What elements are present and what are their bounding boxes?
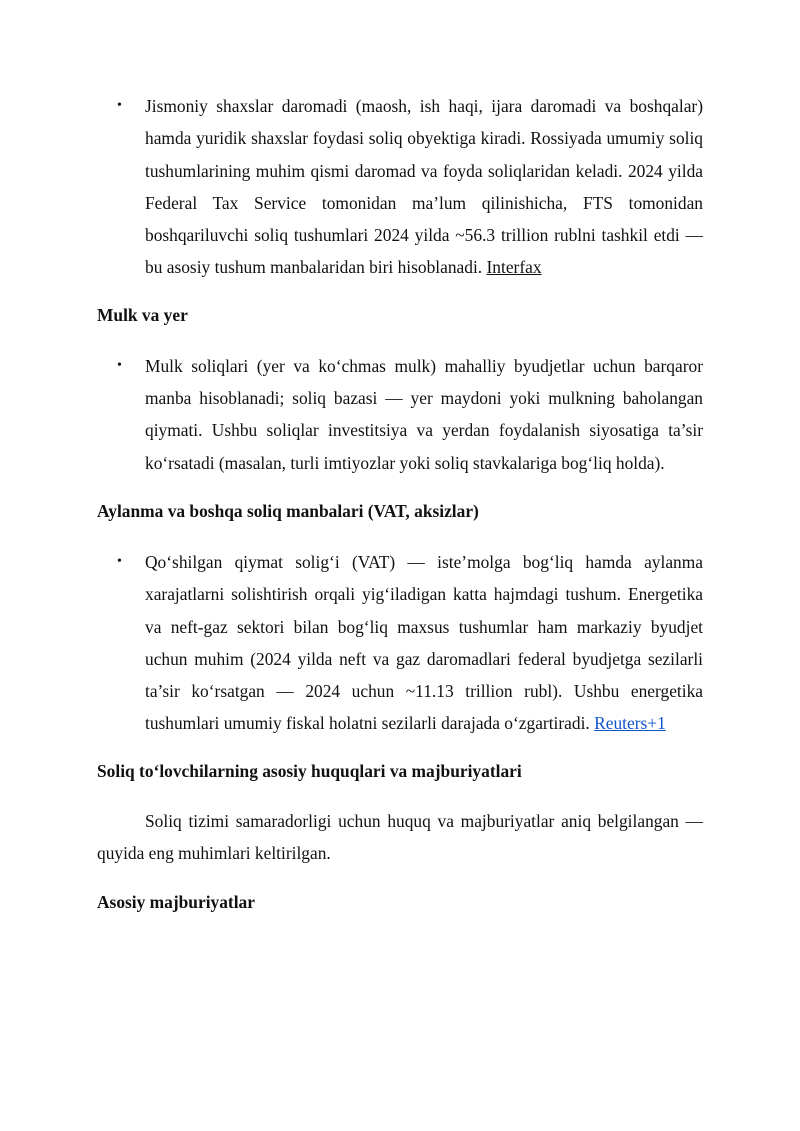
heading-property-land: Mulk va yer <box>97 304 188 325</box>
bullet-vat <box>97 546 703 740</box>
heading-main-obligations: Asosiy majburiyatlar <box>97 892 255 913</box>
bullet-marker: • <box>117 553 122 569</box>
bullet-property-tax <box>97 350 703 479</box>
intro-paragraph: Soliq tizimi samaradorligi uchun huquq va majburiyatlar aniq belgilangan — quyida eng muhimlari keltirilgan. <box>97 810 703 864</box>
bullet-marker: • <box>117 357 122 373</box>
reuters-link[interactable]: Reuters+1 <box>594 713 666 734</box>
bullet-text: Jismoniy shaxslar daromadi (maosh, ish haqi, ijara daromadi va boshqalar) hamda yuridik shaxslar foydasi soliq obyektiga kiradi. Rossiyada umumiy soliq tushumlarining muhim qismi daromad va foyda soliqlaridan keladi. 2024 yilda Federal Tax Service tomonidan ma’lum qilinishicha, FTS tomonidan boshqariluvchi soliq tushumlari 2024 yilda ~56.3 trillion rublni tashkil etdi — bu asosiy tushum manbalaridan biri hisoblanadi. Interfax <box>145 96 703 278</box>
bullet-marker: • <box>117 98 122 113</box>
heading-turnover-vat: Aylanma va boshqa soliq manbalari (VAT, aksizlar) <box>97 500 479 521</box>
interfax-link[interactable]: Interfax <box>486 257 542 278</box>
bullet-text: Mulk soliqlari (yer va ko‘chmas mulk) mahalliy byudjetlar uchun barqaror manba hisoblanadi; soliq bazasi — yer maydoni yoki mulkning baholangan qiymati. Ushbu soliqlar investitsiya va yerdan foydalanish siyosatiga ta’sir ko‘rsatadi (masalan, turli imtiyozlar yoki soliq stavkalariga bog‘liq holda). <box>145 355 703 473</box>
bullet-text: Qo‘shilgan qiymat solig‘i (VAT) — iste’molga bog‘liq hamda aylanma xarajatlarni solishtirish orqali yig‘iladigan katta hajmdagi tushum. Energetika va neft-gaz sektori bilan bog‘liq maxsus tushumlar ham markaziy byudjet uchun muhim (2024 yilda neft va gaz daromadlari federal byudjetga sezilarli ta’sir ko‘rsatgan — 2024 uchun ~11.13 trillion rubl). Ushbu energetika tushumlari umumiy fiskal holatni sezilarli darajada o‘zgartiradi. Reuters+1 <box>145 551 703 734</box>
document-page <box>97 90 703 918</box>
bullet-income-tax <box>97 90 703 284</box>
heading-taxpayer-rights: Soliq to‘lovchilarning asosiy huquqlari va majburiyatlari <box>97 760 522 781</box>
